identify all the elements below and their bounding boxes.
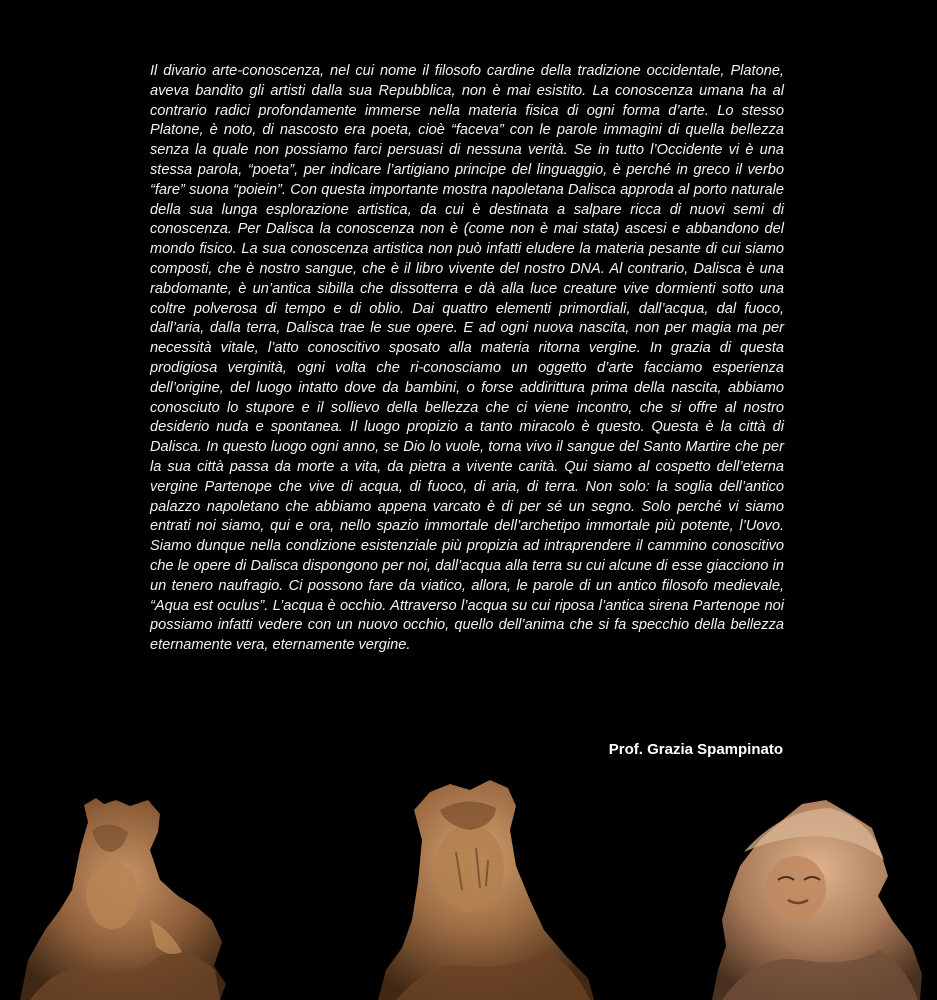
sculpture-gallery bbox=[0, 770, 937, 1000]
sculpture-right bbox=[712, 800, 922, 1000]
sculpture-center bbox=[378, 780, 594, 1000]
author-signature: Prof. Grazia Spampinato bbox=[608, 741, 783, 758]
essay-text: Il divario arte-conoscenza, nel cui nome il filosofo cardine della tradizione occidentale, Platone, aveva bandito gli artisti dalla sua Repubblica, non è mai esistito. La conoscenza umana ha al contrario radici profondamente immerse nella materia fisica di ogni forma d’arte. Lo stesso Platone, è noto, di nascosto era poeta, cioè “faceva” con le parole immagini di quella bellezza senza la quale non possiamo farci persuasi di nessuna verità. Se in tutto l’Occidente vi è una stessa parola, “poeta”, per indicare l’artigiano principe del linguaggio, è perché in greco il verbo “fare” suona “poiein”. Con questa importante mostra napoletana Dalisca approda al porto naturale della sua lunga esplorazione artistica, da cui è destinata a salpare ricca di nuovi semi di conoscenza. Per Dalisca la conoscenza non è (come non è mai stata) ascesi e abbandono del mondo fisico. La sua conoscenza artistica non può infatti eludere la materia pesante di cui siamo composti, che è nostro sangue, che è il libro vivente del nostro DNA. Al contrario, Dalisca è una rabdomante, è un’antica sibilla che dissotterra e dà alla luce creature vive dormienti sotto una coltre polverosa di tempo e di oblio. Dai quattro elementi primordiali, dall’acqua, dal fuoco, dall’aria, dalla terra, Dalisca trae le sue opere. E ad ogni nuova nascita, non per magia ma per necessità vitale, l’atto conoscitivo sposato alla materia ritorna vergine. In grazia di questa prodigiosa verginità, ogni volta che ri-conosciamo un oggetto d’arte facciamo esperienza dell’origine, del luogo intatto dove da bambini, o forse addirittura prima della nascita, abbiamo conosciuto lo stupore e il sollievo della bellezza che ci viene incontro, che si offre al nostro desiderio nuda e spontanea. Il luogo propizio a tanto miracolo è questo. Questa è la città di Dalisca. In questo luogo ogni anno, se Dio lo vuole, torna vivo il sangue del Santo Martire che per la sua città passa da morte a vita, da pietra a vivente carità. Qui siamo al cospetto dell’eterna vergine Partenope che vive di acqua, di fuoco, di aria, di terra. Non solo: la soglia dell’antico palazzo napoletano che abbiamo appena varcato è di per sé un segno. Solo perché vi siamo entrati noi siamo, qui e ora, nello spazio immortale dell’archetipo immortale più potente, l’Uovo. Siamo dunque nella condizione esistenziale più propizia ad intraprendere il cammino conoscitivo che le opere di Dalisca dispongono per noi, dall’acqua alla terra su cui alcune di esse giacciono in un tenero naufragio. Ci possono fare da viatico, allora, le parole di un antico filosofo medievale, “Aqua est oculus”. L’acqua è occhio. Attraverso l’acqua su cui riposa l’antica sirena Partenope noi possiamo infatti vedere con un nuovo occhio, quello dell’anima che si fa specchio della bellezza eternamente vera, eternamente vergine. bbox=[150, 63, 784, 654]
sculpture-left bbox=[20, 798, 226, 1000]
